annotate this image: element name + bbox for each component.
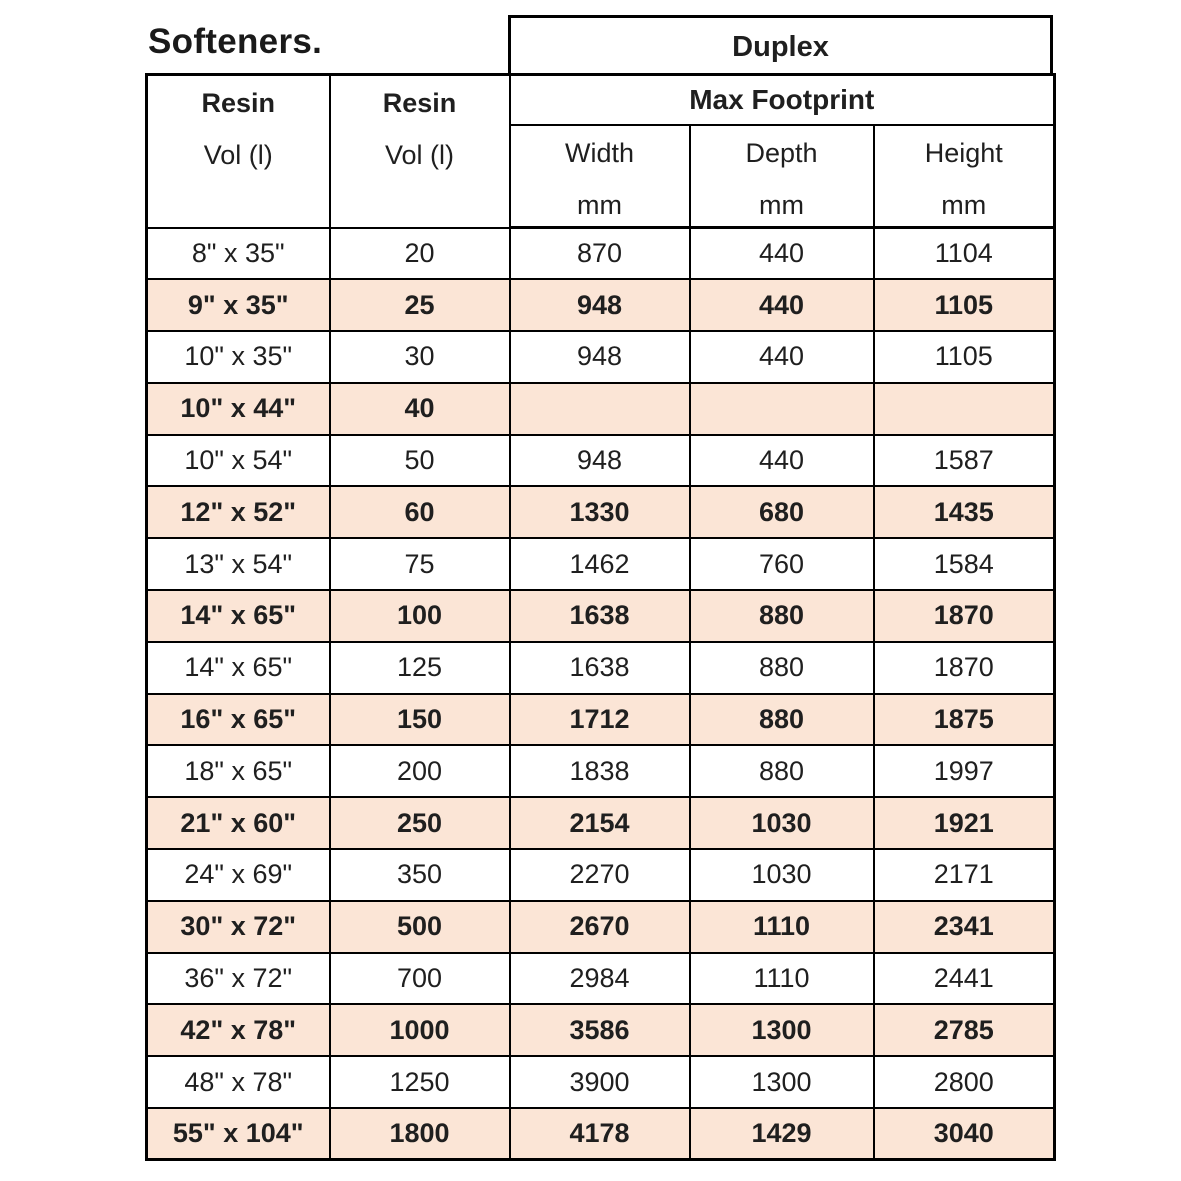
table-cell: 880 — [690, 590, 874, 642]
table-cell: 440 — [690, 279, 874, 331]
max-footprint-header: Max Footprint — [510, 75, 1055, 125]
table-cell: 20 — [330, 228, 510, 280]
table-cell: 350 — [330, 849, 510, 901]
table-row — [147, 383, 1055, 435]
resin-vol-header-stack — [331, 76, 509, 170]
width-unit: mm — [577, 189, 622, 220]
table-cell: 2670 — [510, 901, 690, 953]
table-cell: 14" x 65" — [147, 642, 330, 694]
table-cell: 1870 — [874, 590, 1055, 642]
table-row — [147, 745, 1055, 797]
table-row — [147, 590, 1055, 642]
table-cell: 2341 — [874, 901, 1055, 953]
table-cell: 880 — [690, 694, 874, 746]
table-cell: 250 — [330, 797, 510, 849]
table-row — [147, 331, 1055, 383]
table-cell: 2270 — [510, 849, 690, 901]
table-cell: 1462 — [510, 538, 690, 590]
resin-size-header-stack — [148, 76, 329, 170]
resin-size-line2: Vol (l) — [203, 140, 273, 170]
table-cell: 14" x 65" — [147, 590, 330, 642]
table-cell: 10" x 35" — [147, 331, 330, 383]
table-cell: 3586 — [510, 1004, 690, 1056]
table-cell: 200 — [330, 745, 510, 797]
table-cell: 2154 — [510, 797, 690, 849]
duplex-label: Duplex — [732, 30, 829, 63]
depth-unit: mm — [759, 189, 804, 220]
table-row — [147, 694, 1055, 746]
table-cell: 2171 — [874, 849, 1055, 901]
table-cell: 8" x 35" — [147, 228, 330, 280]
table-cell: 1712 — [510, 694, 690, 746]
table-row — [147, 1108, 1055, 1160]
table-cell: 1104 — [874, 228, 1055, 280]
table-cell: 125 — [330, 642, 510, 694]
table-row — [147, 849, 1055, 901]
table-cell: 50 — [330, 435, 510, 487]
table-cell: 1838 — [510, 745, 690, 797]
table-cell: 500 — [330, 901, 510, 953]
table-cell: 25 — [330, 279, 510, 331]
table-cell: 3040 — [874, 1108, 1055, 1160]
table-cell: 10" x 44" — [147, 383, 330, 435]
table-cell: 2785 — [874, 1004, 1055, 1056]
table-cell: 30" x 72" — [147, 901, 330, 953]
table-cell: 2800 — [874, 1056, 1055, 1108]
table-row — [147, 279, 1055, 331]
table-cell: 30 — [330, 331, 510, 383]
table-cell: 1105 — [874, 279, 1055, 331]
table-cell: 880 — [690, 642, 874, 694]
height-unit: mm — [941, 189, 987, 220]
col-header-resin-vol — [330, 75, 510, 228]
resin-size-line1: Resin — [201, 88, 276, 118]
duplex-group-header — [508, 15, 1053, 76]
table-row — [147, 901, 1055, 953]
table-cell: 9" x 35" — [147, 279, 330, 331]
table-cell: 440 — [690, 228, 874, 280]
table-cell: 1429 — [690, 1108, 874, 1160]
table-cell: 1435 — [874, 486, 1055, 538]
table-row — [147, 435, 1055, 487]
table-cell: 1584 — [874, 538, 1055, 590]
table-cell: 1800 — [330, 1108, 510, 1160]
table-cell: 4178 — [510, 1108, 690, 1160]
table-row — [147, 953, 1055, 1005]
table-cell: 150 — [330, 694, 510, 746]
table-cell: 42" x 78" — [147, 1004, 330, 1056]
table-cell: 760 — [690, 538, 874, 590]
table-cell: 36" x 72" — [147, 953, 330, 1005]
table-cell — [510, 383, 690, 435]
table-cell: 60 — [330, 486, 510, 538]
table-cell: 680 — [690, 486, 874, 538]
resin-vol-line2: Vol (l) — [384, 140, 455, 170]
header-row-primary — [147, 75, 1055, 125]
table-cell: 700 — [330, 953, 510, 1005]
table-cell: 40 — [330, 383, 510, 435]
table-cell: 1638 — [510, 642, 690, 694]
col-header-height — [874, 125, 1055, 228]
table-cell: 1870 — [874, 642, 1055, 694]
table-cell: 1110 — [690, 953, 874, 1005]
table-cell: 1330 — [510, 486, 690, 538]
col-header-width — [510, 125, 690, 228]
table-row — [147, 1004, 1055, 1056]
col-header-depth — [690, 125, 874, 228]
table-cell: 1300 — [690, 1056, 874, 1108]
table-cell: 48" x 78" — [147, 1056, 330, 1108]
table-cell: 16" x 65" — [147, 694, 330, 746]
height-label: Height — [924, 137, 1003, 168]
table-cell: 12" x 52" — [147, 486, 330, 538]
table-cell: 1110 — [690, 901, 874, 953]
table-cell: 1587 — [874, 435, 1055, 487]
table-cell: 2441 — [874, 953, 1055, 1005]
table-row — [147, 538, 1055, 590]
table-row — [147, 486, 1055, 538]
table-cell: 2984 — [510, 953, 690, 1005]
table-cell: 948 — [510, 331, 690, 383]
softeners-table — [145, 73, 1056, 1161]
table-cell: 24" x 69" — [147, 849, 330, 901]
table-row — [147, 642, 1055, 694]
table-cell: 1030 — [690, 797, 874, 849]
table-cell — [690, 383, 874, 435]
table-cell: 18" x 65" — [147, 745, 330, 797]
table-cell: 948 — [510, 435, 690, 487]
table-cell: 1997 — [874, 745, 1055, 797]
table-cell: 55" x 104" — [147, 1108, 330, 1160]
depth-label: Depth — [745, 137, 818, 168]
table-cell: 75 — [330, 538, 510, 590]
table-cell: 440 — [690, 435, 874, 487]
resin-vol-line1: Resin — [382, 88, 457, 118]
table-body — [147, 228, 1055, 1160]
depth-header-stack — [691, 126, 873, 220]
page-title: Softeners. — [148, 22, 323, 61]
table-cell: 13" x 54" — [147, 538, 330, 590]
table-cell: 1250 — [330, 1056, 510, 1108]
table-row — [147, 228, 1055, 280]
table-cell: 880 — [690, 745, 874, 797]
table-cell: 10" x 54" — [147, 435, 330, 487]
table-cell: 1300 — [690, 1004, 874, 1056]
table-cell: 1921 — [874, 797, 1055, 849]
table-cell: 1638 — [510, 590, 690, 642]
table-cell: 100 — [330, 590, 510, 642]
table-cell: 3900 — [510, 1056, 690, 1108]
table-cell — [874, 383, 1055, 435]
table-row — [147, 1056, 1055, 1108]
table-cell: 1000 — [330, 1004, 510, 1056]
table-cell: 21" x 60" — [147, 797, 330, 849]
table-cell: 440 — [690, 331, 874, 383]
width-label: Width — [564, 137, 635, 168]
table-cell: 870 — [510, 228, 690, 280]
table-cell: 1875 — [874, 694, 1055, 746]
table-row — [147, 797, 1055, 849]
width-header-stack — [511, 126, 689, 220]
table-cell: 1105 — [874, 331, 1055, 383]
table-cell: 948 — [510, 279, 690, 331]
height-header-stack — [875, 126, 1054, 220]
col-header-resin-size — [147, 75, 330, 228]
table-cell: 1030 — [690, 849, 874, 901]
